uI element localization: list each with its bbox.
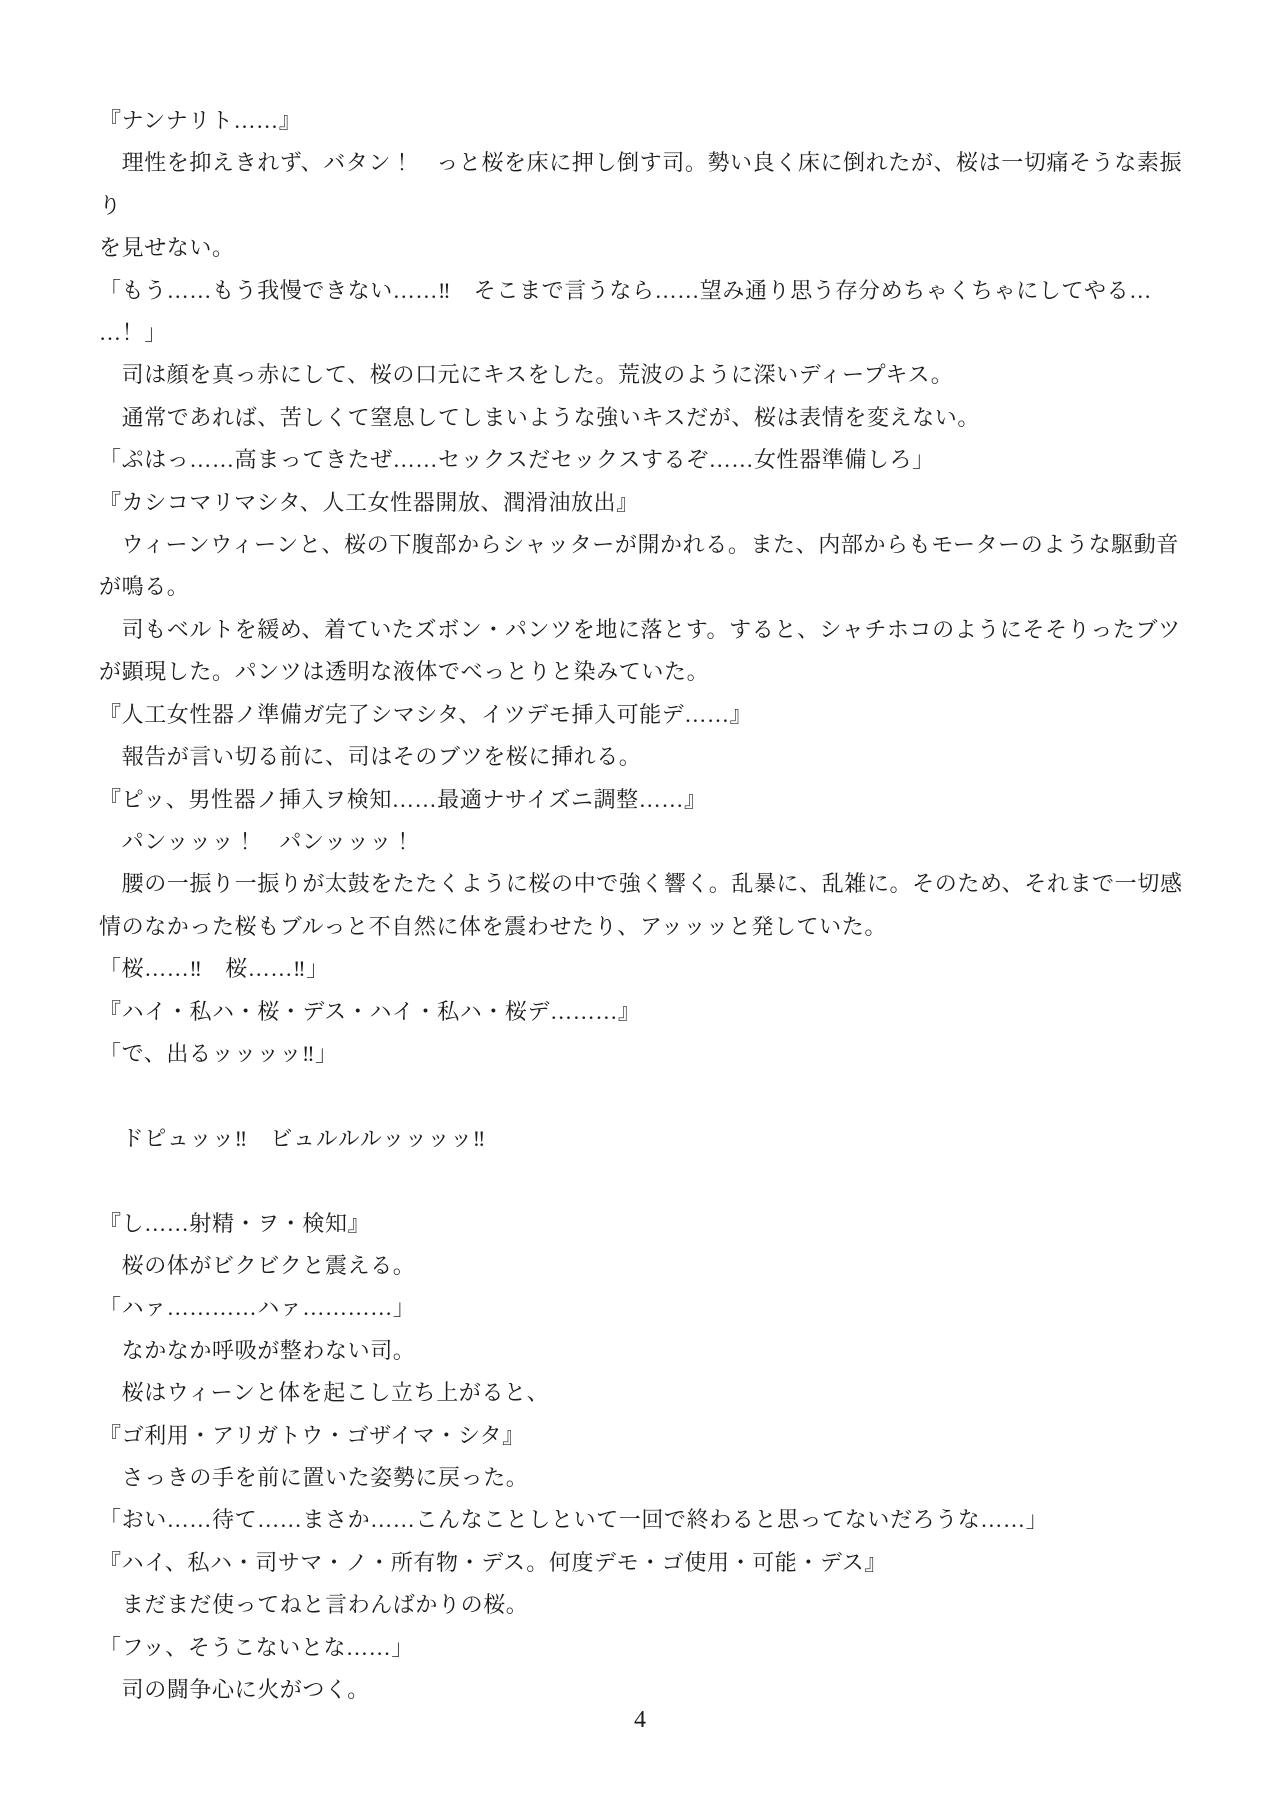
text-line: まだまだ使ってねと言わんばかりの桜。 bbox=[99, 1592, 529, 1618]
text-line: 腰の一振り一振りが太鼓をたたくように桜の中で強く響く。乱暴に、乱雑に。そのため、それまで一切感 bbox=[99, 871, 1183, 897]
text-line: 「で、出るッッッッ‼」 bbox=[99, 1040, 338, 1066]
text-line: パンッッッ！ パンッッッ！ bbox=[99, 828, 415, 854]
text-line: 『ナンナリト……』 bbox=[99, 108, 302, 133]
text-line: が顕現した。パンツは透明な液体でべっとりと染みていた。 bbox=[99, 659, 710, 685]
text-line: 『カシコマリマシタ、人工女性器開放、潤滑油放出』 bbox=[99, 489, 639, 515]
text-line: 『ピッ、男性器ノ挿入ヲ検知……最適ナサイズニ調整……』 bbox=[99, 786, 707, 812]
text-line: 「もう……もう我慢できない……‼ そこまで言うなら……望み通り思う存分めちゃくちゃにしてやる… bbox=[99, 277, 1152, 303]
text-line: 情のなかった桜もブルっと不自然に体を震わせたり、アッッッと発していた。 bbox=[99, 913, 887, 939]
page-number: 4 bbox=[634, 1707, 646, 1733]
text-line: 「フッ、そうこないとな……」 bbox=[99, 1634, 414, 1660]
body-text bbox=[99, 100, 1185, 1711]
text-line bbox=[99, 1075, 1185, 1117]
text-line: 理性を抑えきれず、バタン！ っと桜を床に押し倒す司。勢い良く床に倒れたが、桜は一切痛そうな素振り bbox=[99, 150, 1183, 218]
text-line: を見せない。 bbox=[99, 235, 235, 261]
text-line: 『し……射精・ヲ・検知』 bbox=[99, 1210, 371, 1236]
text-line: 「ぷはっ……高まってきたぜ……セックスだセックスするぞ……女性器準備しろ」 bbox=[99, 447, 935, 473]
text-line: 『ハイ、私ハ・司サマ・ノ・所有物・デス。何度デモ・ゴ使用・可能・デス』 bbox=[99, 1549, 887, 1575]
text-line: 司の闘争心に火がつく。 bbox=[99, 1677, 370, 1703]
text-line: 桜の体がビクビクと震える。 bbox=[99, 1252, 416, 1278]
text-line: …！」 bbox=[99, 320, 167, 346]
text-line: 「ハァ…………ハァ…………」 bbox=[99, 1295, 416, 1321]
text-line: ドピュッッ‼ ビュルルルッッッッ‼ bbox=[99, 1125, 486, 1151]
text-line: 「桜……‼ 桜……‼」 bbox=[99, 956, 329, 982]
text-line: 司は顔を真っ赤にして、桜の口元にキスをした。荒波のように深いディープキス。 bbox=[99, 362, 954, 388]
text-line: 『人工女性器ノ準備ガ完了シマシタ、イツデモ挿入可能デ……』 bbox=[99, 701, 753, 727]
text-line: 報告が言い切る前に、司はそのブツを桜に挿れる。 bbox=[99, 744, 642, 770]
text-line: が鳴る。 bbox=[99, 574, 190, 600]
text-line: さっきの手を前に置いた姿勢に戻った。 bbox=[99, 1465, 529, 1490]
text-line: 通常であれば、苦しくて窒息してしまいような強いキスだが、桜は表情を変えない。 bbox=[99, 404, 980, 430]
text-line: なかなか呼吸が整わない司。 bbox=[99, 1337, 416, 1363]
text-line: 『ハイ・私ハ・桜・デス・ハイ・私ハ・桜デ………』 bbox=[99, 998, 641, 1024]
text-line bbox=[99, 1160, 1185, 1202]
text-line: ウィーンウィーンと、桜の下腹部からシャッターが開かれる。また、内部からもモーターのような駆動音 bbox=[99, 532, 1179, 558]
text-line: 桜はウィーンと体を起こし立ち上がると、 bbox=[99, 1380, 550, 1406]
text-line: 『ゴ利用・アリガトウ・ゴザイマ・シタ』 bbox=[99, 1422, 525, 1448]
text-line: 「おい……待て……まさか……こんなことしといて一回で終わると思ってないだろうな……」 bbox=[99, 1507, 1049, 1533]
text-line: 司もベルトを緩め、着ていたズボン・パンツを地に落とす。すると、シャチホコのようにそそりったブツ bbox=[99, 616, 1181, 642]
